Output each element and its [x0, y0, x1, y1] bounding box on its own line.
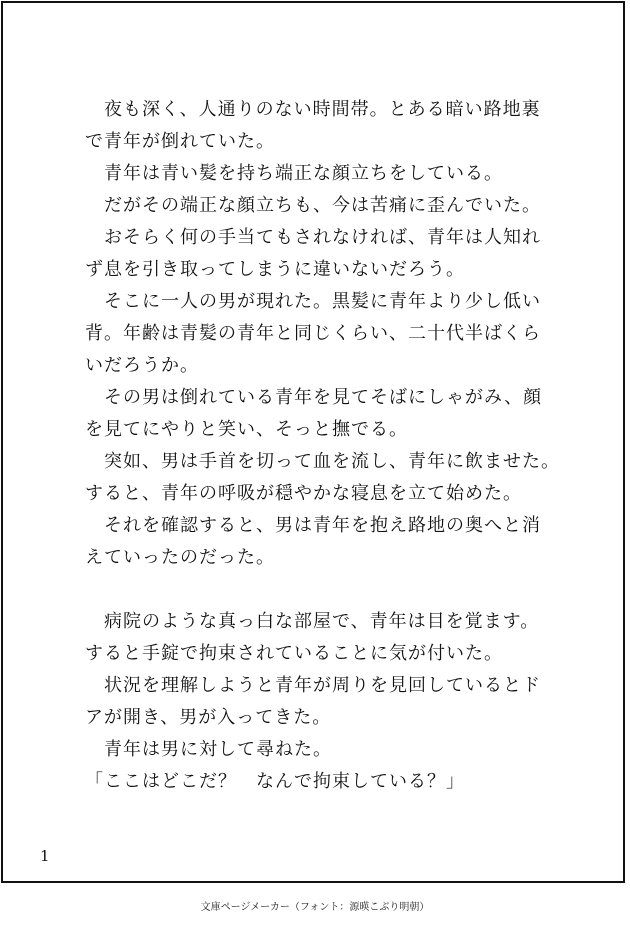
text-line: 青年は男に対して尋ねた。	[85, 739, 332, 760]
text-line: それを確認すると、男は青年を抱え路地の奥へと消	[85, 515, 541, 536]
text-line: 病院のような真っ白な部屋で、青年は目を覚ます。	[85, 611, 540, 632]
text-line: すると、青年の呼吸が穏やかな寝息を立て始めた。	[85, 483, 522, 504]
text-line: その男は倒れている青年を見てそばにしゃがみ、顔	[85, 387, 543, 408]
manuscript-page	[1, 1, 625, 883]
text-line: アが開き、男が入ってきた。	[85, 707, 332, 728]
text-line: で青年が倒れていた。	[85, 131, 275, 152]
body-text	[85, 94, 565, 798]
text-line: 背。年齢は青髪の青年と同じくらい、二十代半ばくら	[85, 323, 541, 344]
blank-line	[85, 574, 565, 606]
page-number: 1	[40, 847, 50, 865]
text-line: 「ここはどこだ？ なんで拘束している？」	[85, 771, 465, 792]
text-line: えていったのだった。	[85, 547, 275, 568]
text-line: すると手錠で拘束されていることに気が付いた。	[85, 643, 503, 664]
text-line: 状況を理解しようと青年が周りを見回しているとド	[85, 675, 541, 696]
text-line: 夜も深く、人通りのない時間帯。とある暗い路地裏	[85, 99, 541, 120]
text-line: いだろうか。	[85, 355, 199, 376]
text-line: を見てにやりと笑い、そっと撫でる。	[85, 419, 408, 440]
text-line: だがその端正な顔立ちも、今は苦痛に歪んでいた。	[85, 195, 541, 216]
text-line: おそらく何の手当てもされなければ、青年は人知れ	[85, 227, 541, 248]
footer-credit: 文庫ページメーカー（フォント：源暎こぶり明朝）	[200, 902, 430, 913]
text-line: そこに一人の男が現れた。黒髪に青年より少し低い	[85, 291, 541, 312]
text-line: ず息を引き取ってしまうに違いないだろう。	[85, 259, 465, 280]
text-line: 青年は青い髪を持ち端正な顔立ちをしている。	[85, 163, 503, 184]
text-line: 突如、男は手首を切って血を流し、青年に飲ませた。	[85, 451, 560, 472]
